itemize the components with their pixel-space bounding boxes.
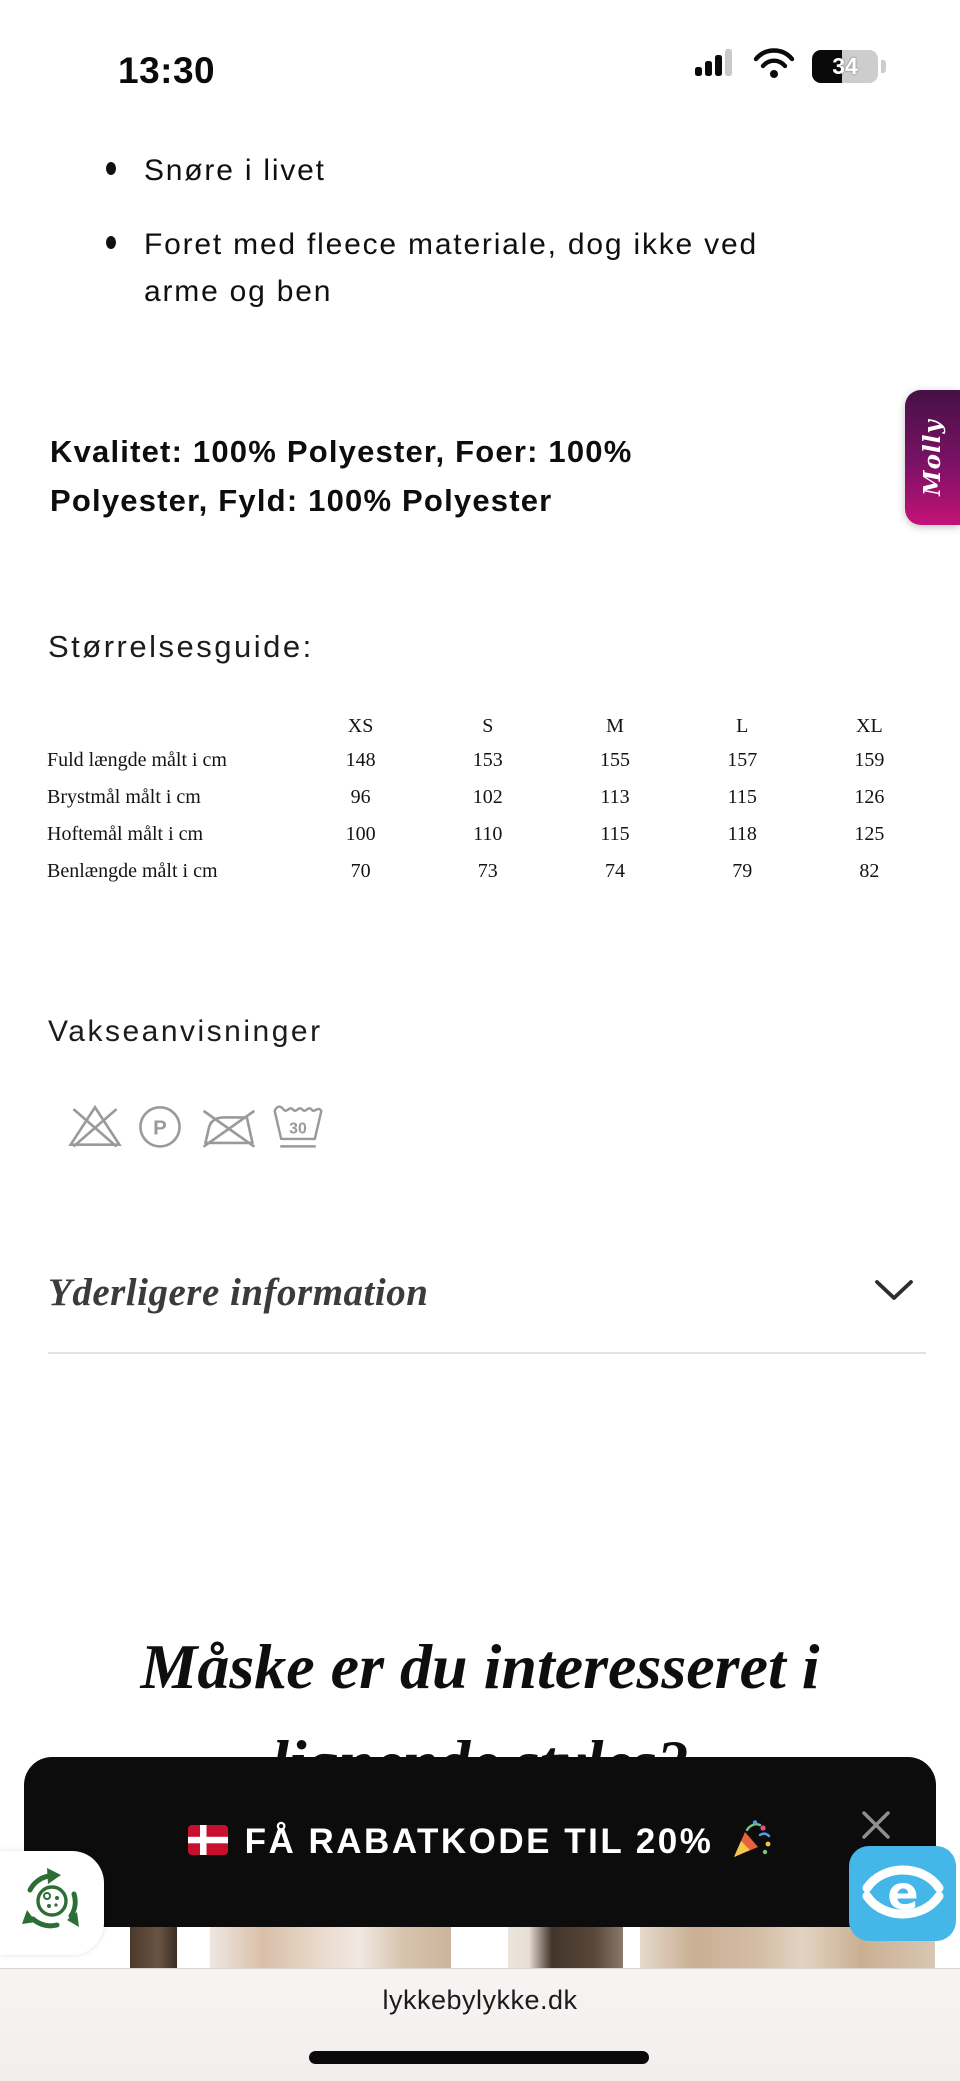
molly-chat-tab[interactable] bbox=[905, 390, 960, 525]
wash-30-icon bbox=[269, 1096, 327, 1152]
bullet-dot bbox=[106, 236, 116, 249]
danish-flag-icon bbox=[188, 1825, 228, 1860]
table-cell: 148 bbox=[345, 749, 376, 771]
size-guide-title: Størrelsesguide: bbox=[48, 629, 314, 664]
table-cell: 79 bbox=[732, 860, 753, 882]
e-maerket-badge[interactable] bbox=[849, 1846, 956, 1941]
table-cell: 82 bbox=[859, 860, 880, 882]
table-cell: 96 bbox=[350, 786, 371, 808]
e-maerket-letter: e bbox=[886, 1866, 919, 1920]
list-item bbox=[108, 147, 828, 194]
care-instructions-title: Vakseanvisninger bbox=[48, 1015, 323, 1048]
accordion-label: Yderligere information bbox=[48, 1271, 429, 1314]
column-header: XL bbox=[856, 714, 883, 737]
quality-text: Kvalitet: 100% Polyester, Foer: 100% Polyester, Fyld: 100% Polyester bbox=[50, 434, 633, 518]
dry-clean-p-icon bbox=[133, 1098, 187, 1152]
e-maerket-icon bbox=[857, 1852, 949, 1935]
column-header: M bbox=[606, 714, 624, 737]
dry-clean-letter: P bbox=[153, 1116, 167, 1140]
home-indicator[interactable] bbox=[309, 2051, 649, 2064]
browser-bottom-bar bbox=[0, 1968, 960, 2081]
table-cell: 115 bbox=[600, 823, 630, 845]
url-text[interactable]: lykkebylykke.dk bbox=[382, 1985, 578, 2015]
wifi-icon bbox=[752, 48, 796, 85]
column-header: XS bbox=[347, 714, 374, 737]
wash-temp-label: 30 bbox=[289, 1120, 307, 1138]
table-cell: 157 bbox=[727, 749, 758, 771]
column-header: S bbox=[482, 714, 494, 737]
battery-icon bbox=[812, 50, 878, 83]
recycle-logo-icon bbox=[15, 1864, 89, 1943]
promo-banner[interactable] bbox=[24, 1757, 936, 1927]
table-cell: 155 bbox=[599, 749, 630, 771]
chevron-down-icon[interactable] bbox=[872, 1278, 916, 1309]
do-not-iron-icon bbox=[196, 1098, 260, 1152]
bullet-dot bbox=[106, 162, 116, 175]
table-cell: 110 bbox=[473, 823, 503, 845]
party-popper-icon bbox=[730, 1819, 772, 1866]
table-cell: 74 bbox=[604, 860, 625, 882]
battery-level: 34 bbox=[832, 53, 858, 79]
battery-nub bbox=[881, 60, 886, 73]
signal-icon bbox=[694, 48, 736, 85]
section-divider bbox=[48, 1352, 926, 1354]
table-cell: 73 bbox=[477, 860, 498, 882]
table-cell: 153 bbox=[472, 749, 503, 771]
row-label: Fuld længde målt i cm bbox=[47, 749, 227, 771]
care-icons-row bbox=[66, 1096, 327, 1152]
table-cell: 102 bbox=[472, 786, 503, 808]
row-label: Brystmål målt i cm bbox=[47, 786, 201, 808]
do-not-bleach-icon bbox=[66, 1098, 124, 1152]
bullet-text: Foret med fleece materiale, dog ikke ved arme og ben bbox=[144, 228, 758, 308]
related-products-heading: Måske er du interesseret i bbox=[140, 1631, 820, 1702]
column-header: L bbox=[736, 714, 749, 737]
table-cell: 100 bbox=[345, 823, 376, 845]
bullet-text: Snøre i livet bbox=[144, 154, 326, 187]
row-label: Hoftemål målt i cm bbox=[47, 823, 204, 845]
table-cell: 118 bbox=[727, 823, 757, 845]
sustainability-badge[interactable] bbox=[0, 1851, 104, 1955]
table-corner bbox=[47, 710, 297, 742]
list-item bbox=[108, 221, 828, 315]
table-cell: 159 bbox=[854, 749, 885, 771]
status-icons bbox=[694, 48, 886, 85]
promo-banner-text: FÅ RABATKODE TIL 20% bbox=[244, 1822, 714, 1861]
table-cell: 115 bbox=[727, 786, 757, 808]
row-label: Benlængde målt i cm bbox=[47, 860, 218, 882]
table-cell: 126 bbox=[854, 786, 885, 808]
table-cell: 113 bbox=[600, 786, 630, 808]
status-time: 13:30 bbox=[118, 50, 216, 91]
size-guide-table bbox=[47, 710, 933, 890]
table-cell: 70 bbox=[350, 860, 371, 882]
table-cell: 125 bbox=[854, 823, 885, 845]
close-banner-button[interactable] bbox=[854, 1803, 898, 1847]
molly-label: Molly bbox=[919, 419, 947, 496]
additional-info-accordion[interactable] bbox=[0, 1258, 960, 1332]
